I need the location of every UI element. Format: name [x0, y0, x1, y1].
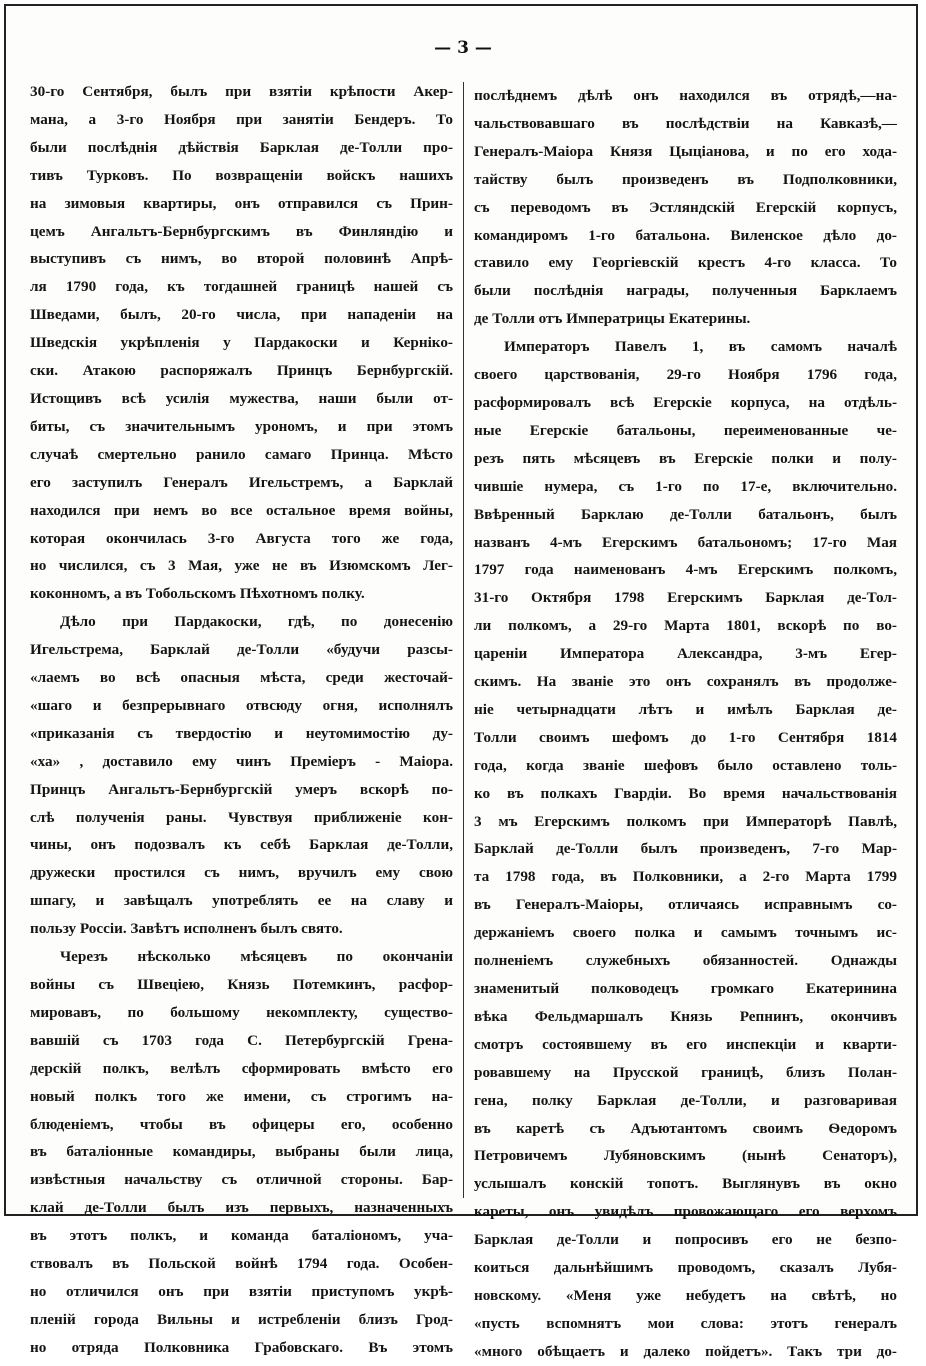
text-line: его заступилъ Генералъ Игельстремъ, а Барклай — [30, 473, 453, 491]
text-line: ніе четырнадцати лѣтъ и имѣлъ Барклая де- — [474, 700, 897, 718]
text-line: на зимовыя квартиры, онъ отправился съ Прин- — [30, 194, 453, 212]
text-line: которая окончилась 3-го Августа того же года, — [30, 529, 453, 547]
text-line: Принцъ Ангальтъ-Бернбургскій умеръ вскорѣ по- — [30, 780, 453, 798]
text-line: Игельстрема, Барклай де-Толли «будучи разсы- — [30, 641, 453, 659]
text-line: послѣднемъ дѣлѣ онъ находился въ отрядѣ,—на- — [474, 87, 897, 104]
text-line: но отличился онъ при взятіи приступомъ укрѣ- — [30, 1282, 453, 1300]
text-line: случаѣ смертельно ранило самаго Принца. Мѣсто — [30, 445, 453, 463]
text-line: де Толли отъ Императрицы Екатерины. — [474, 310, 751, 328]
left-column — [30, 78, 453, 1362]
text-line: чины, онъ подозвалъ къ себѣ Барклая де-Толли, — [30, 836, 453, 854]
text-line: чившіе нумера, съ 1-го по 17-е, включительно. — [474, 477, 897, 495]
text-line: вавшій съ 1703 года С. Петербургскій Грена- — [30, 1031, 453, 1049]
text-line: войны съ Швеціею, Князь Потемкинъ, расфор- — [30, 976, 453, 993]
text-line: но отряда Полковника Грабовскаго. Въ этомъ — [30, 1338, 453, 1356]
text-line: ровавшему на Прусской границѣ, близъ Полан- — [474, 1063, 897, 1081]
text-line: были послѣднія дѣйствія Барклая де-Толли про- — [30, 138, 453, 156]
text-line: ставило ему Георгіевскій крестъ 4-го класса. То — [474, 254, 897, 272]
text-line: Толли своимъ шефомъ до 1-го Сентября 1814 — [474, 728, 897, 746]
text-line: ски. Атакою распоряжалъ Принцъ Бернбургскій. — [30, 362, 453, 380]
right-column — [474, 82, 897, 1366]
text-line: Ввѣренный Барклаю де-Толли батальонъ, былъ — [474, 505, 897, 523]
text-line: новый полкъ того же имени, съ строгимъ на- — [30, 1087, 453, 1105]
text-line: ные Егерскіе батальоны, переименованные че- — [474, 421, 897, 439]
text-line: тивъ Турковъ. По возвращеніи войскъ нашихъ — [30, 166, 453, 184]
text-line: смотръ состоявшему въ его инспекціи и кварти- — [474, 1035, 897, 1053]
text-line: Шведскія укрѣпленія у Пардакоски и Керніко- — [30, 334, 453, 352]
text-line: были послѣднія награды, полученныя Барклаемъ — [474, 282, 897, 300]
text-line: цемъ Ангальтъ-Бернбургскимъ въ Финляндію и — [30, 222, 453, 240]
text-line: та 1798 года, въ Полковники, а 2-го Марта 1799 — [474, 868, 897, 886]
text-line: «лаемъ во всѣ опасныя мѣста, среди жесточай- — [30, 669, 453, 687]
text-line: резъ пять мѣсяцевъ въ Егерскіе полки и полу- — [474, 449, 897, 467]
text-line: но числился, съ 3 Мая, уже не въ Изюмскомъ Лег- — [30, 557, 453, 575]
text-line: своего царствованія, 29-го Ноября 1796 года, — [474, 366, 897, 384]
text-line: Шведами, былъ, 20-го числа, при нападеніи на — [30, 306, 453, 324]
text-line: ко въ полкахъ Гвардіи. Во время начальствованія — [474, 784, 897, 802]
text-line: цареніи Императора Александра, 3-мъ Егер- — [474, 645, 897, 663]
text-line: коконномъ, а въ Тобольскомъ Пѣхотномъ полку. — [30, 585, 365, 603]
text-line: 1797 года наименованъ 4-мъ Егерскимъ полкомъ, — [474, 561, 897, 579]
text-line: гена, полку Барклая де-Толли, и разговаривая — [474, 1091, 897, 1109]
text-line: названъ 4-мъ Егерскимъ батальономъ; 17-го Мая — [474, 533, 897, 551]
text-line: въ этотъ полкъ, и команда баталіономъ, уча- — [30, 1227, 453, 1245]
text-line: «пусть вспомнятъ мои слова: этотъ генералъ — [474, 1314, 897, 1332]
text-line: «ха» , доставило ему чинъ Преміеръ - Маіора. — [30, 752, 453, 770]
text-line: находился при немъ во все остальное время войны, — [30, 501, 453, 519]
column-divider — [463, 82, 464, 1198]
text-line: 31-го Октября 1798 Егерскимъ Барклая де-Тол- — [474, 589, 897, 607]
text-line: «много обѣщаетъ и далеко пойдетъ». Такъ три до- — [474, 1342, 897, 1360]
text-line: ствовалъ въ Польской войнѣ 1794 года. Особен- — [30, 1255, 453, 1273]
text-line: держаніемъ своего полка и самымъ точнымъ ис- — [474, 924, 897, 942]
text-line: пользу Россіи. Завѣтъ исполненъ былъ свято. — [30, 920, 343, 938]
text-line: ли полкомъ, а 29-го Марта 1801, вскорѣ по во- — [474, 617, 897, 635]
text-line: новскому. «Меня уже небудетъ на свѣтѣ, но — [474, 1286, 897, 1304]
text-line: вѣка Фельдмаршалъ Князь Репнинъ, окончивъ — [474, 1007, 897, 1025]
text-line: знаменитый полководецъ громкаго Екатерининa — [474, 980, 897, 997]
text-line: Барклая де-Толли и попросивъ его не безпо- — [474, 1231, 897, 1249]
text-line: Истощивъ всѣ усилія мужества, наши были от- — [30, 389, 453, 407]
text-line: ля 1790 года, къ тогдашней границѣ нашей съ — [30, 278, 453, 296]
text-line: дерскій полкъ, велѣлъ сформировать вмѣсто его — [30, 1059, 453, 1077]
text-line: «приказанія съ твердостію и неутомимостію ду- — [30, 724, 453, 742]
text-line: клай де-Толли былъ изъ первыхъ, назначенныхъ — [30, 1199, 453, 1217]
text-line: коиться дальнѣйшимъ проводомъ, сказалъ Лубя- — [474, 1259, 897, 1277]
text-line: чальствовавшаго въ послѣдствіи на Кавказѣ,— — [474, 114, 897, 132]
text-line: Барклай де-Толли былъ произведенъ, 7-го Мар- — [474, 840, 897, 858]
text-line: биты, съ значительнымъ урономъ, и при этомъ — [30, 417, 453, 435]
text-line: Петровичемъ Лубяновскимъ (нынѣ Сенаторъ), — [474, 1147, 897, 1165]
text-line: 30-го Сентября, былъ при взятіи крѣпости Акер- — [30, 83, 453, 100]
text-line: съ переводомъ въ Эстляндскій Егерскій корпусъ, — [474, 198, 897, 216]
text-line: слѣ полученія раны. Чувствуя приближеніе кон- — [30, 808, 453, 826]
text-line: выступивъ съ нимъ, во второй половинѣ Апрѣ- — [30, 250, 453, 268]
text-line: въ каретѣ съ Адъютантомъ своимъ Ѳедоромъ — [474, 1119, 897, 1137]
text-line: Генералъ-Маіора Князя Цыціанова, и по его хода- — [474, 142, 897, 160]
page-number: — 3 — — [434, 38, 492, 58]
text-line: въ Генералъ-Маіоры, отличаясь исправнымъ со- — [474, 896, 897, 914]
text-line: Императоръ Павелъ 1, въ самомъ началѣ — [504, 338, 897, 356]
text-line: командиромъ 1-го батальона. Виленское дѣло до- — [474, 226, 897, 244]
text-line: дружески простился съ нимъ, вручилъ ему свою — [30, 864, 453, 882]
text-line: извѣстныя начальству съ отличной стороны. Бар- — [30, 1171, 453, 1189]
text-line: расформировалъ всѣ Егерскіе корпуса, на отдѣль- — [474, 393, 897, 411]
text-line: тайству былъ произведенъ въ Подполковники, — [474, 170, 897, 188]
text-line: Дѣло при Пардакоски, гдѣ, по донесенію — [60, 613, 453, 631]
text-line: Черезъ нѣсколько мѣсяцевъ по окончаніи — [60, 948, 453, 966]
text-line: мана, а 3-го Ноября при занятіи Бендеръ. То — [30, 110, 453, 128]
text-line: пленій города Вильны и истребленіи близъ Грод- — [30, 1310, 453, 1328]
text-line: блюденіемъ, чтобы въ офицеры его, особенно — [30, 1115, 453, 1133]
text-line: полненіемъ служебныхъ обязанностей. Однажды — [474, 952, 897, 970]
text-line: «шаго и безпрерывнаго отвсюду огня, исполнялъ — [30, 696, 453, 714]
text-line: 3 мъ Егерскимъ полкомъ при Императорѣ Павлѣ, — [474, 812, 897, 830]
text-line: года, когда званіе шефовъ было оставлено толь- — [474, 756, 897, 774]
text-line: мировавъ, по большому некомплекту, существо- — [30, 1003, 453, 1021]
text-line: шпагу, и завѣщалъ употреблять ее на славу и — [30, 892, 453, 910]
text-line: услышалъ конскій топотъ. Выглянувъ въ окно — [474, 1175, 897, 1193]
text-line: въ баталіонные командиры, выбраны были лица, — [30, 1143, 453, 1161]
text-line: скимъ. На званіе это онъ сохранялъ въ продолже- — [474, 673, 897, 691]
text-line: кареты, онъ увидѣлъ провожающаго его верхомъ — [474, 1203, 897, 1221]
